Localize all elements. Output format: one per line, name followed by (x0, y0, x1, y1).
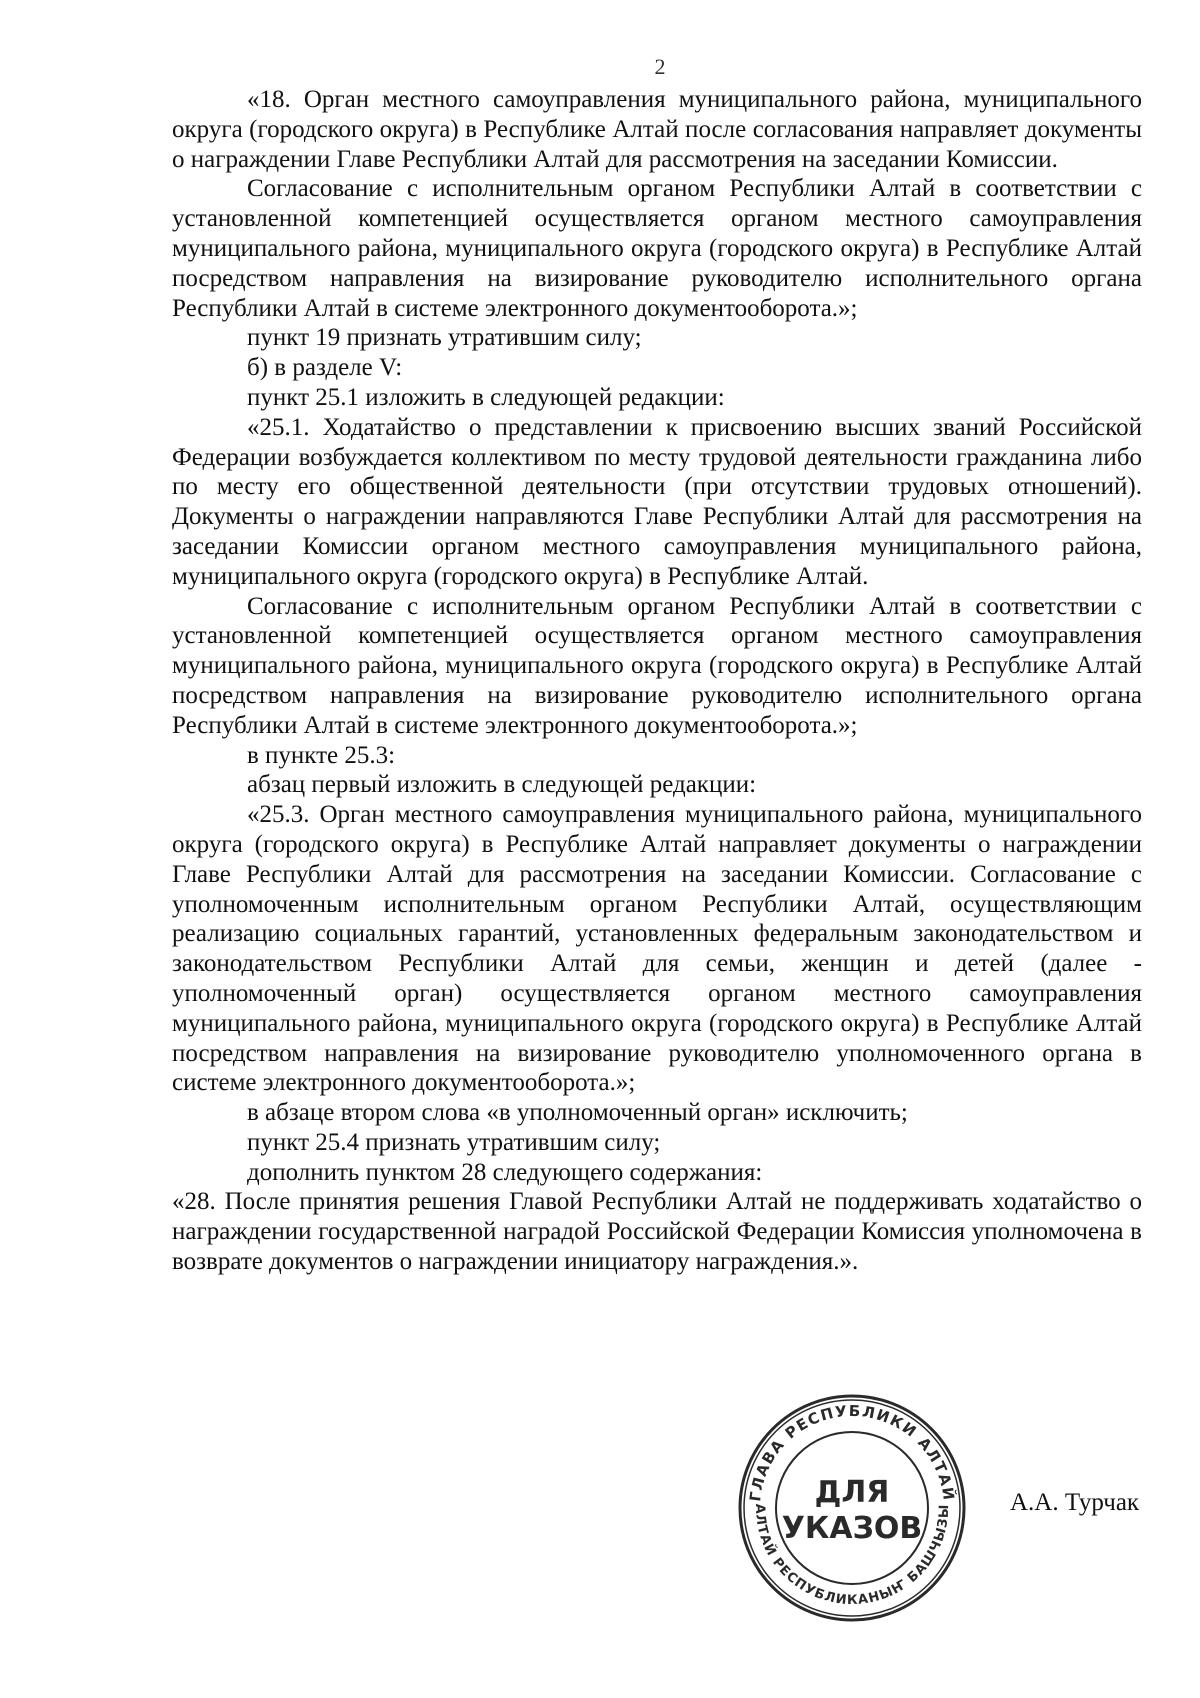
stamp-ring-top-text: ГЛАВА РЕСПУБЛИКИ АЛТАЙ (746, 1401, 958, 1503)
stamp-center-line-1: ДЛЯ (814, 1475, 890, 1510)
signature-name: А.А. Турчак (1010, 1489, 1140, 1516)
paragraph: пункт 19 признать утратившим силу; (247, 324, 642, 352)
paragraph: пункт 25.1 изложить в следующей редакции: (247, 383, 725, 411)
page-number: 2 (654, 54, 666, 79)
paragraph: «18. Орган местного самоуправления муниципального района, муниципального округа (городского округа) в Республике Алтай после согласования направляет документы о награждении Главе Республики Алтай для рассмотрения на заседании Комиссии. (172, 86, 1142, 173)
official-seal-stamp (736, 1392, 968, 1624)
stamp-ring-bottom-text: АЛТАЙ РЕСПУБЛИКАНЫҤ БАШЧЫЗЫ (751, 1503, 953, 1609)
paragraph: Согласование с исполнительным органом Республики Алтай в соответствии с установленной компетенцией осуществляется органом местного самоуправления муниципального района, муниципального округа (городского округа) в Республике Алтай посредством направления на визирование руководителю исполнительного органа Республики Алтай в системе электронного документооборота.»; (172, 175, 1142, 322)
document-body (172, 85, 1142, 1277)
stamp-center-line-2: УКАЗОВ (781, 1511, 923, 1546)
paragraph: в пункте 25.3: (247, 741, 396, 769)
paragraph: пункт 25.4 признать утратившим силу; (247, 1128, 661, 1156)
paragraph: в абзаце втором слова «в уполномоченный орган» исключить; (247, 1099, 908, 1127)
paragraph: б) в разделе V: (247, 354, 403, 382)
paragraph: дополнить пунктом 28 следующего содержания: (247, 1158, 763, 1186)
paragraph: абзац первый изложить в следующей редакции: (247, 771, 757, 799)
paragraph: Согласование с исполнительным органом Республики Алтай в соответствии с установленной компетенцией осуществляется органом местного самоуправления муниципального района, муниципального округа (городского округа) в Республике Алтай посредством направления на визирование руководителю исполнительного органа Республики Алтай в системе электронного документооборота.»; (172, 592, 1142, 739)
paragraph: «28. После принятия решения Главой Республики Алтай не поддерживать ходатайство о награждении государственной наградой Российской Федерации Комиссия уполномочена в возврате документов о награждении инициатору награждения.». (172, 1188, 1142, 1276)
paragraph: «25.1. Ходатайство о представлении к присвоению высших званий Российской Федерации возбуждается коллективом по месту трудовой деятельности гражданина либо по месту его общественной деятельности (при отсутствии трудовых отношений). Документы о награждении направляются Главе Республики Алтай для рассмотрения на заседании Комиссии органом местного самоуправления муниципального района, муниципального округа (городского округа) в Республике Алтай. (172, 413, 1142, 590)
paragraph: «25.3. Орган местного самоуправления муниципального района, муниципального округа (городского округа) в Республике Алтай направляет документы о награждении Главе Республики Алтай для рассмотрения на заседании Комиссии. Согласование с уполномоченным исполнительным органом Республики Алтай, осуществляющим реализацию социальных гарантий, установленных федеральным законодательством и законодательством Республики Алтай для семьи, женщин и детей (далее - уполномоченный орган) осуществляется органом местного самоуправления муниципального района, муниципального округа (городского округа) в Республике Алтай посредством направления на визирование руководителю уполномоченного органа в системе электронного документооборота.»; (172, 801, 1142, 1097)
